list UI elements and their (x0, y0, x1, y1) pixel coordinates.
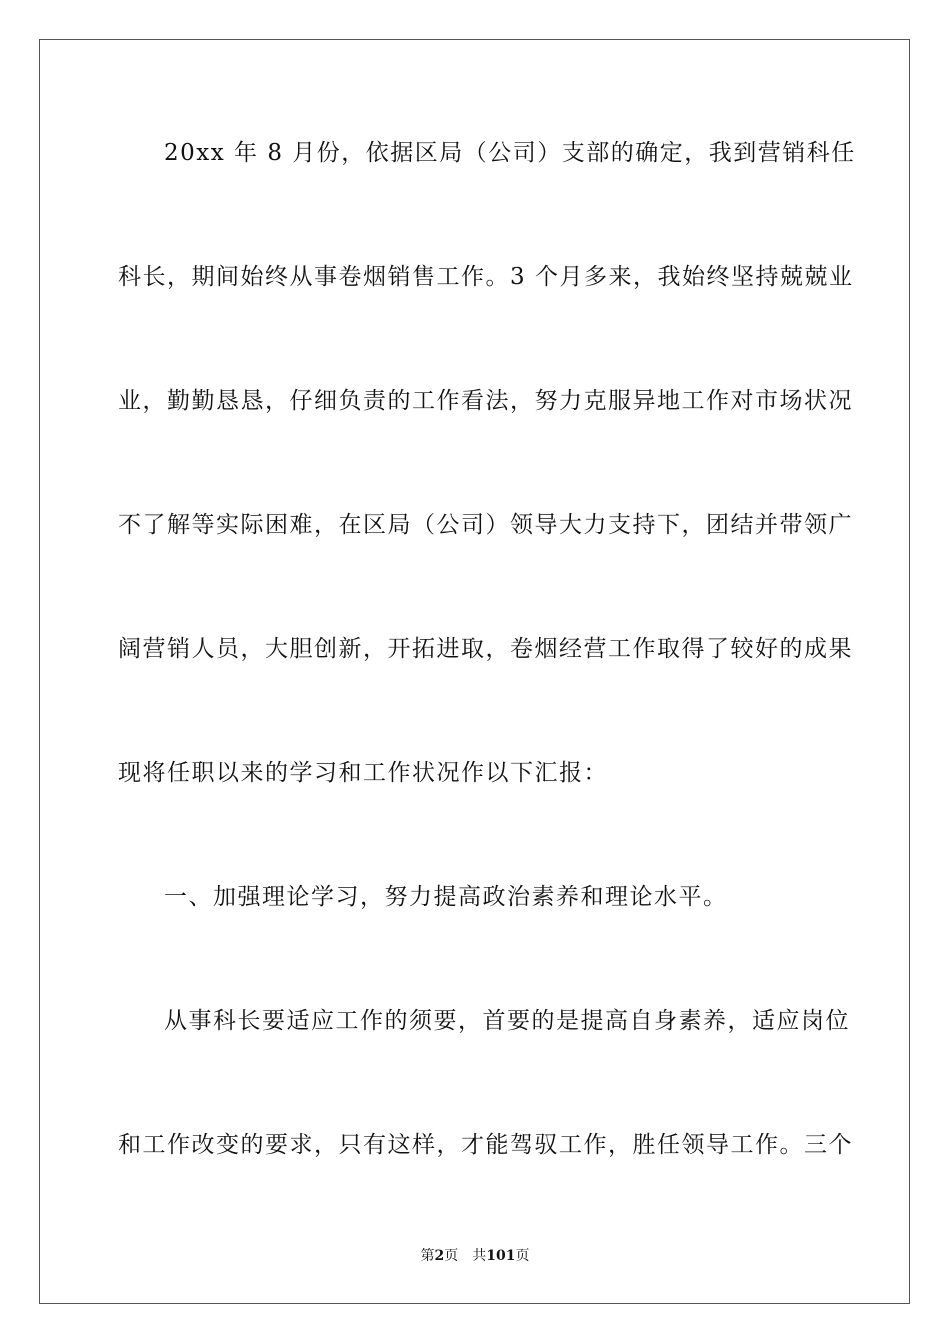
paragraph-line-2: 科长，期间始终从事卷烟销售工作。3 个月多来，我始终坚持兢兢业 (118, 264, 854, 290)
paragraph-line-1: 20xx 年 8 月份，依据区局（公司）支部的确定，我到营销科任 (164, 140, 856, 166)
page-number: 2 (434, 1248, 445, 1264)
paragraph-line-8: 从事科长要适应工作的须要，首要的是提高自身素养，适应岗位 (164, 1008, 850, 1034)
paragraph-line-3: 业，勤勤恳恳，仔细负责的工作看法，努力克服异地工作对市场状况 (118, 388, 853, 414)
page-suffix: 页 (444, 1248, 459, 1264)
total-suffix: 页 (515, 1248, 530, 1264)
page-footer (0, 1246, 950, 1266)
page-prefix: 第 (420, 1248, 435, 1264)
paragraph-line-6: 现将任职以来的学习和工作状况作以下汇报： (118, 760, 608, 786)
page-border (39, 39, 910, 1304)
paragraph-line-4: 不了解等实际困难，在区局（公司）领导大力支持下，团结并带领广 (118, 512, 853, 538)
paragraph-line-9: 和工作改变的要求，只有这样，才能驾驭工作，胜任领导工作。三个 (118, 1132, 853, 1158)
paragraph-line-5: 阔营销人员，大胆创新，开拓进取，卷烟经营工作取得了较好的成果 (118, 636, 853, 662)
section-heading: 一、加强理论学习，努力提高政治素养和理论水平。 (164, 884, 728, 910)
total-prefix: 共 (472, 1248, 487, 1264)
total-pages: 101 (486, 1248, 516, 1264)
